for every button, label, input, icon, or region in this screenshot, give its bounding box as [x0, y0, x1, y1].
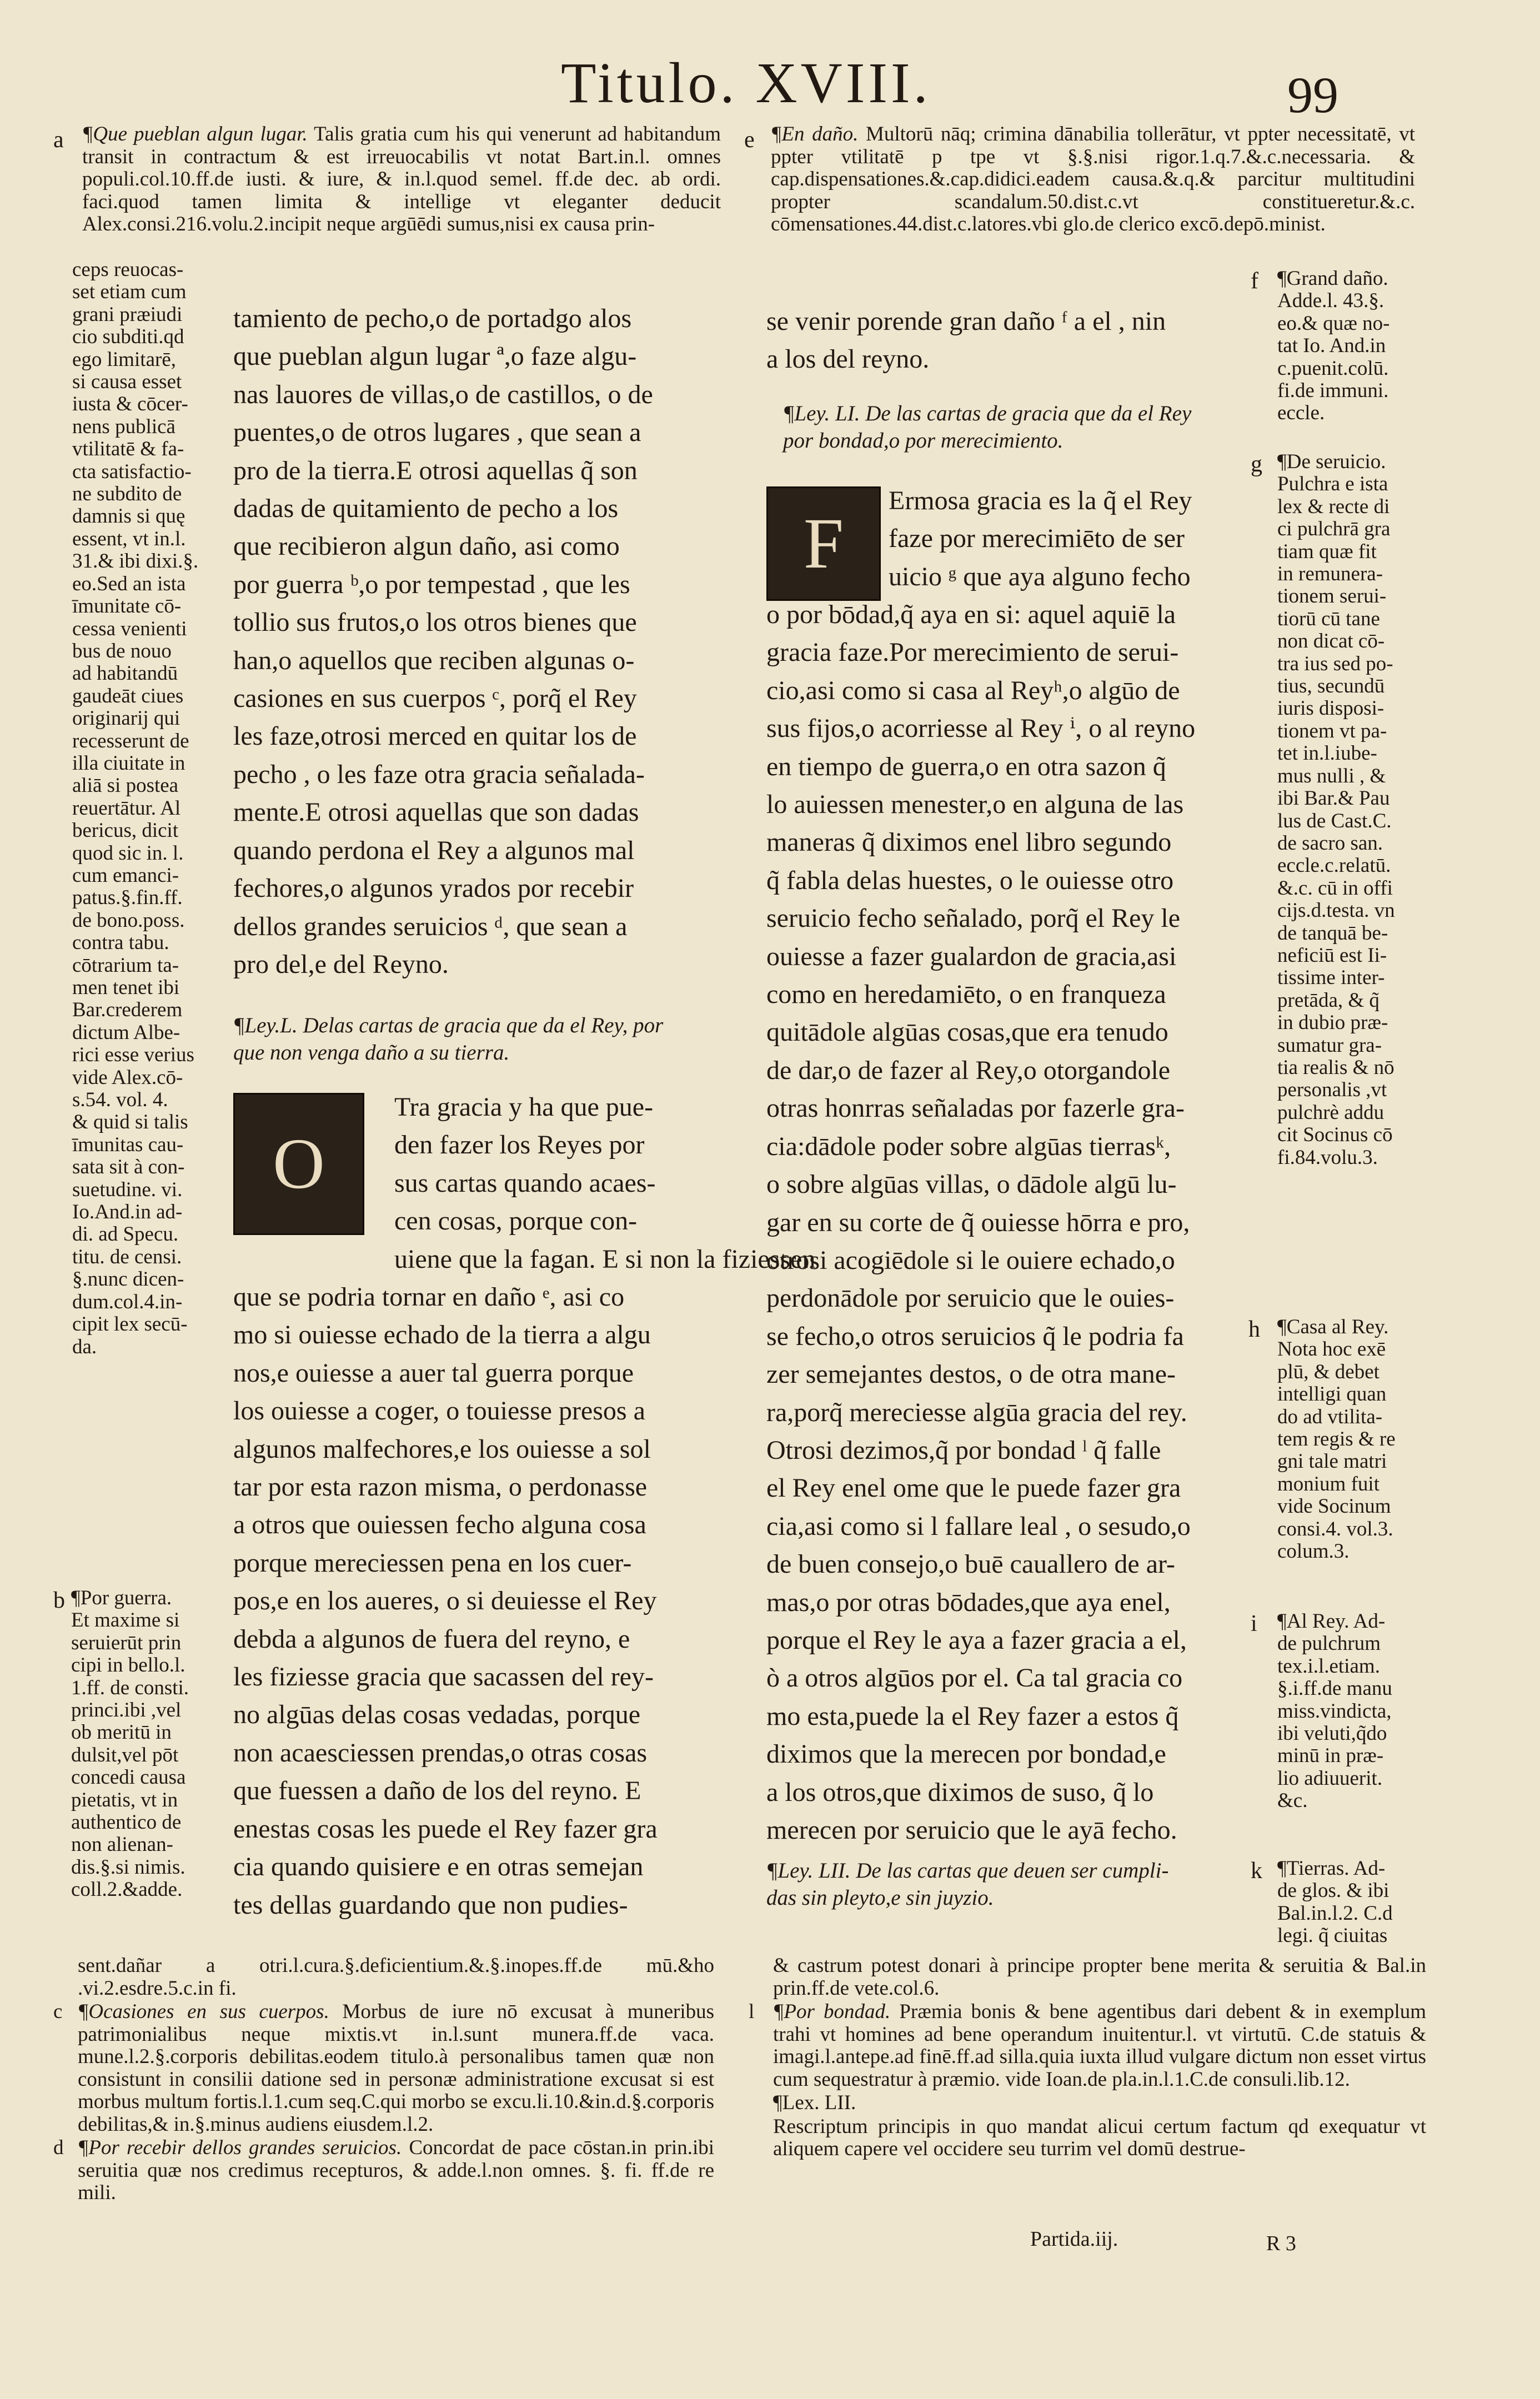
margin-gloss-line: de pulchrum: [1277, 1632, 1381, 1655]
text-line: mo si ouiesse echado de la tierra a algu: [233, 1320, 651, 1350]
margin-gloss-line: sumatur gra-: [1277, 1033, 1382, 1057]
ley-51-text: [766, 596, 1255, 1849]
margin-gloss-line: da.: [72, 1335, 97, 1358]
margin-gloss-line: ego limitarē,: [72, 348, 176, 371]
margin-gloss-line: intelligi quan: [1277, 1383, 1387, 1406]
text-line: gracia faze.Por merecimiento de serui-: [766, 638, 1179, 667]
margin-gloss-line: pulchrè addu: [1277, 1101, 1385, 1124]
margin-gloss-line: dictum Albe-: [72, 1021, 180, 1044]
margin-gloss-line: Nota hoc exē: [1277, 1338, 1386, 1361]
note-marker-b: b: [53, 1588, 65, 1613]
margin-gloss-line: cijs.d.testa. vn: [1277, 899, 1395, 922]
text-line: de dar,o de fazer al Rey,o otorgandole: [766, 1055, 1171, 1085]
text-line: a los del reyno.: [766, 344, 930, 374]
text-line: a otros que ouiessen fecho alguna cosa: [233, 1510, 646, 1540]
text-line: se venir porende gran daño ᶠ a el , nin: [766, 307, 1166, 336]
running-title: Titulo. XVIII.: [561, 51, 931, 115]
text-line: por guerra ᵇ,o por tempestad , que les: [233, 569, 630, 599]
margin-gloss-line: essent, vt in.l.: [72, 527, 186, 550]
note-marker-i: i: [1251, 1611, 1257, 1637]
margin-gloss-line: lus de Cast.C.: [1277, 809, 1392, 832]
margin-gloss-line: c.puenit.colū.: [1277, 357, 1389, 380]
text-line: cia quando quisiere e en otras semejan: [233, 1852, 644, 1882]
margin-gloss-line: dulsit,vel pōt: [71, 1743, 179, 1766]
text-line: Ermosa gracia es la q̃ el Rey: [889, 486, 1192, 515]
margin-gloss-line: in remunera-: [1277, 563, 1383, 586]
margin-gloss-line: titu. de censi.: [72, 1245, 182, 1268]
margin-gloss-line: iuris disposi-: [1277, 697, 1385, 720]
footnote-marker: c: [53, 2000, 63, 2023]
margin-gloss-line: cio subditi.qd: [72, 325, 184, 349]
margin-gloss-line: tiam quæ fit: [1277, 540, 1377, 563]
margin-gloss-line: cit Socinus cō: [1277, 1123, 1393, 1147]
margin-gloss-line: vide Socinum: [1277, 1495, 1391, 1518]
margin-gloss-line: plū, & debet: [1277, 1360, 1380, 1383]
text-line: cia:dādole poder sobre algūas tierrasᵏ,: [766, 1131, 1171, 1161]
margin-gloss-line: non alienan-: [71, 1833, 173, 1856]
rubric-line: das sin pleyto,e sin juyzio.: [766, 1886, 994, 1910]
margin-gloss-line: eo.Sed an ista: [72, 572, 186, 595]
margin-gloss-line: lex & recte di: [1277, 495, 1390, 518]
footnote-heading: ¶Ocasiones en sus cuerpos.: [78, 2000, 329, 2023]
text-line: puentes,o de otros lugares , que sean a: [233, 418, 641, 448]
margin-gloss-line: pietatis, vt in: [71, 1788, 178, 1811]
margin-gloss-line: & quid si talis: [72, 1111, 188, 1134]
margin-gloss-line: nens publicā: [72, 415, 175, 438]
margin-gloss-line: tem regis & re: [1277, 1428, 1396, 1451]
margin-gloss-line: ci pulchrā gra: [1277, 518, 1391, 541]
text-line: uicio ᵍ que aya alguno fecho: [889, 561, 1191, 591]
margin-gloss-line: minū in præ-: [1277, 1744, 1384, 1768]
margin-gloss-line: bus de nouo: [72, 639, 172, 663]
margin-gloss-line: cessa venienti: [72, 617, 187, 640]
margin-gloss-line: in dubio præ-: [1277, 1011, 1388, 1035]
margin-gloss-line: consi.4. vol.3.: [1277, 1517, 1393, 1540]
law-rubric-50: [233, 1012, 722, 1066]
text-line: se fecho,o otros seruicios q̃ le podria fa: [766, 1321, 1184, 1351]
initial-letter: O: [273, 1124, 325, 1204]
gloss-note-h: [1277, 1316, 1427, 1563]
margin-gloss-line: Pulchra e ista: [1277, 473, 1388, 496]
margin-gloss-line: men tenet ibi: [72, 976, 180, 999]
text-line: diximos que la merecen por bondad,e: [766, 1739, 1166, 1769]
margin-gloss-line: ceps reuocas-: [72, 258, 184, 281]
margin-gloss-line: de glos. & ibi: [1277, 1879, 1389, 1903]
margin-gloss-line: tat Io. And.in: [1277, 334, 1386, 358]
margin-gloss-line: tia realis & nō: [1277, 1056, 1394, 1079]
law-rubric-51: [783, 400, 1272, 454]
margin-gloss-line: dis.§.si nimis.: [71, 1855, 185, 1879]
text-line: tes dellas guardando que non pudies-: [233, 1890, 628, 1920]
text-line: fechores,o algunos yrados por recebir: [233, 874, 634, 904]
margin-gloss-line: ¶Tierras. Ad-: [1277, 1857, 1386, 1880]
text-line: quando perdona el Rey a algunos mal: [233, 835, 635, 865]
text-line: tollio sus frutos,o los otros bienes que: [233, 608, 637, 638]
margin-gloss-line: originarij qui: [72, 707, 180, 730]
margin-gloss-line: princi.ibi ,vel: [71, 1699, 182, 1722]
margin-gloss-line: tiorū cū tane: [1277, 607, 1380, 630]
text-line: sus cartas quando acaes-: [394, 1168, 656, 1198]
decorated-initial-o: [233, 1093, 364, 1235]
text-line: no algūas delas cosas vedadas, porque: [233, 1700, 641, 1730]
margin-gloss-line: neficiū est Ii-: [1277, 943, 1387, 967]
text-line: seruicio fecho señalado, porq̃ el Rey le: [766, 904, 1181, 933]
margin-gloss-line: pretāda, & q̃: [1277, 988, 1380, 1012]
text-line: pro de la tierra.E otrosi aquellas q̃ son: [233, 455, 638, 485]
margin-gloss-line: ibi Bar.& Pau: [1277, 787, 1390, 810]
footnote-heading: ¶Por recebir dellos grandes seruicios.: [78, 2136, 402, 2159]
margin-gloss-line: miss.vindicta,: [1277, 1699, 1392, 1723]
text-line: dellos grandes seruicios ᵈ, que sean a: [233, 911, 628, 941]
text-line: faze por merecimiēto de ser: [889, 524, 1185, 554]
margin-gloss-line: si causa esset: [72, 370, 182, 394]
signature-mark: R 3: [1266, 2232, 1296, 2255]
margin-gloss-line: Et maxime si: [71, 1609, 180, 1632]
margin-gloss-line: de bono.poss.: [72, 909, 185, 932]
margin-gloss-line: iusta & cōcer-: [72, 393, 188, 416]
text-line: ò a otros algūos por el. Ca tal gracia co: [766, 1663, 1183, 1693]
margin-gloss-line: recesserunt de: [72, 729, 189, 752]
text-line: que se podria tornar en daño ᵉ, asi co: [233, 1282, 625, 1312]
rubric-line: que non venga daño a su tierra.: [233, 1041, 510, 1065]
margin-gloss-line: ne subdito de: [72, 483, 182, 506]
margin-gloss-line: personalis ,vt: [1277, 1078, 1387, 1102]
text-line: tar por esta razon misma, o perdonasse: [233, 1472, 648, 1502]
note-marker-g: g: [1251, 451, 1262, 477]
text-line: mo esta,puede la el Rey fazer a estos q̃: [766, 1701, 1179, 1731]
bottom-right-notes: [749, 1955, 1426, 2162]
margin-gloss-line: vide Alex.cō-: [72, 1066, 183, 1089]
text-line: ra,porq̃ mereciesse algūa gracia del rey.: [766, 1397, 1187, 1427]
text-line: tamiento de pecho,o de portadgo alos: [233, 304, 632, 333]
text-line: Otrosi dezimos,q̃ por bondad ˡ q̃ falle: [766, 1435, 1161, 1465]
text-line: porque mereciessen pena en los cuer-: [233, 1548, 632, 1578]
margin-gloss-line: ob meritū in: [71, 1721, 172, 1744]
gloss-note-a: [82, 123, 721, 236]
margin-gloss-line: tius, secundū: [1277, 675, 1385, 698]
rubric-line: ¶Ley. LI. De las cartas de gracia que da el Rey: [783, 401, 1192, 425]
note-marker-a: a: [53, 127, 64, 153]
gloss-note-b: [71, 1587, 221, 1901]
text-line: a los otros,que diximos de suso, q̃ lo: [766, 1777, 1154, 1807]
text-line: pro del,e del Reyno.: [233, 949, 449, 979]
margin-gloss-line: tissime inter-: [1277, 966, 1385, 990]
note-marker-k: k: [1251, 1858, 1262, 1884]
initial-letter: F: [803, 504, 844, 584]
gloss-note-k: [1277, 1858, 1427, 1948]
footnote-text: Rescriptum principis in quo mandat alicui certum factum qd exequatur vt aliquem capere vel occidere seu turrim vel domū destrue-: [773, 2115, 1426, 2160]
margin-gloss-line: §.i.ff.de manu: [1277, 1677, 1392, 1700]
footnote: [749, 2092, 1426, 2115]
text-line: porque el Rey le aya a fazer gracia a el,: [766, 1625, 1187, 1655]
text-line: dadas de quitamiento de pecho a los: [233, 494, 619, 524]
margin-gloss-line: quod sic in. l.: [72, 841, 184, 865]
footnote: [53, 2001, 714, 2136]
text-line: otrosi acogiēdole si le ouiere echado,o: [766, 1245, 1175, 1275]
margin-gloss-line: &.c. cū in offi: [1277, 876, 1393, 900]
margin-gloss-line: mus nulli , &: [1277, 764, 1386, 787]
text-line: quitādole algūas cosas,que era tenudo: [766, 1017, 1168, 1047]
text-line: o sobre algūas villas, o dādole algū lu-: [766, 1170, 1177, 1200]
margin-gloss-line: colum.3.: [1277, 1540, 1350, 1563]
margin-gloss-line: legi. q̃ ciuitas: [1277, 1924, 1388, 1948]
margin-gloss-line: grani præiudi: [72, 303, 183, 326]
text-line: nos,e ouiesse a auer tal guerra porque: [233, 1358, 634, 1388]
margin-gloss-line: do ad vtilita-: [1277, 1405, 1383, 1428]
text-line: gar en su corte de q̃ ouiesse hōrra e pro,: [766, 1207, 1190, 1237]
catchword: Partida.iij.: [1030, 2227, 1118, 2251]
text-line: el Rey enel ome que le puede fazer gra: [766, 1473, 1181, 1503]
text-line: uiene que la fagan. E si non la fiziessen: [394, 1244, 816, 1274]
text-line: cia,asi como si l fallare leal , o sesudo,o: [766, 1511, 1191, 1541]
footnote: [53, 1955, 714, 2000]
margin-gloss-line: bericus, dicit: [72, 819, 179, 842]
text-line: pos,e en los aueres, o si deuiesse el Rey: [233, 1586, 657, 1616]
margin-gloss-line: illa ciuitate in: [72, 751, 185, 775]
text-line: debda a algunos de fuera del reyno, e: [233, 1624, 630, 1654]
text-line: otras honrras señaladas por fazerle gra-: [766, 1093, 1185, 1123]
margin-gloss-line: 1.ff. de consti.: [71, 1676, 189, 1699]
law-rubric-52: [766, 1857, 1255, 1911]
margin-gloss-line: ¶Por guerra.: [71, 1587, 172, 1609]
text-line: maneras q̃ diximos enel libro segundo: [766, 827, 1172, 857]
text-line: sus fijos,o acorriesse al Rey ⁱ, o al reyno: [766, 714, 1196, 744]
text-line: lo auiessen menester,o en alguna de las: [766, 790, 1184, 820]
margin-gloss-line: s.54. vol. 4.: [72, 1088, 168, 1112]
text-line: pecho , o les faze otra gracia señalada-: [233, 759, 645, 789]
margin-gloss-line: īmunitate cō-: [72, 595, 182, 618]
footnote: [53, 2137, 714, 2205]
margin-gloss-line: ad habitandū: [72, 662, 178, 685]
text-line: enestas cosas les puede el Rey fazer gra: [233, 1814, 658, 1844]
gloss-heading: ¶En daño.: [771, 123, 859, 145]
main-text-left-column: [233, 300, 722, 983]
gloss-text: Multorū nāq; crimina dānabilia tollerātur, vt ͏ppter necessitatē, vt ͏ppter vtilitatē ͏p tpe vt §.§.nisi rigor.1.q.7.&.c.necessaria. & cap.dispensationes.&.cap.didici.eadem causa.&.q.& parcitur multitudini propter scandalum.50.dist.c.vt constitueretur.&.c. cōmensationes.44.dist.c.latores.vbi glo.de clerico excō.depō.minist.: [771, 123, 1415, 235]
footnote-text: sent.dañar a otri.l.cura.§.deficientium.&.§.inopes.ff.de mū.&ho .vi.2.esdre.5.c.in fi.: [78, 1954, 714, 2000]
bottom-left-notes: [53, 1955, 714, 2206]
margin-gloss-line: di. ad Specu.: [72, 1223, 179, 1246]
text-line: q̃ fabla delas huestes, o le ouiesse otro: [766, 865, 1174, 895]
rubric-line: por bondad,o por merecimiento.: [783, 429, 1064, 453]
text-line: que pueblan algun lugar ª,o faze algu-: [233, 342, 637, 372]
margin-gloss-line: Adde.l. 43.§.: [1277, 289, 1385, 313]
margin-gloss-line: 31.& ibi dixi.§.: [72, 550, 199, 573]
margin-gloss-line: cipit lex secū-: [72, 1313, 188, 1336]
margin-gloss-line: eo.& quæ no-: [1277, 312, 1390, 335]
margin-gloss-line: fi.84.volu.3.: [1277, 1146, 1378, 1169]
gloss-text: Talis gratia cum his qui venerunt ad habitandum transit in contractum & est irreuocabilis vt notat Bart.in.l. omnes populi.col.10.ff.de iusti. & iure, & in.l.quod semel. ff.de dec. ab ordi. faci.quod tamen limita & intellige vt eleganter deducit Alex.consi.216.volu.2.incipit neque argūēdi sumus,nisi ex causa prin-: [82, 123, 721, 235]
ley-50-opening: [394, 1088, 816, 1278]
footnote-text: ¶Lex. LII.: [773, 2091, 856, 2114]
text-line: casiones en sus cuerpos ᶜ, porq̃ el Rey: [233, 684, 637, 714]
text-line: algunos malfechores,e los ouiesse a sol: [233, 1434, 651, 1464]
margin-gloss-line: eccle.: [1277, 401, 1325, 425]
footnote: [749, 2116, 1426, 2161]
margin-gloss-line: lio adiuuerit.: [1277, 1766, 1383, 1790]
margin-gloss-line: authentico de: [71, 1811, 182, 1834]
margin-gloss-line: rici esse verius: [72, 1043, 194, 1067]
margin-gloss-line: seruierūt prin: [71, 1631, 182, 1654]
text-line: zer semejantes destos, o de otra mane-: [766, 1359, 1176, 1389]
footnote-marker: d: [53, 2136, 64, 2159]
note-marker-e: e: [744, 127, 755, 153]
footnote-marker: l: [749, 2000, 755, 2023]
footnote-heading: ¶Por bondad.: [773, 2000, 891, 2023]
margin-gloss-line: sata sit à con-: [72, 1156, 185, 1179]
ley-50-text: [233, 1278, 722, 1924]
text-line: perdonādole por seruicio que le ouies-: [766, 1283, 1175, 1313]
margin-gloss-line: set etiam cum: [72, 280, 187, 304]
margin-gloss-line: dum.col.4.in-: [72, 1290, 183, 1313]
margin-gloss-line: damnis si quę: [72, 505, 185, 528]
margin-gloss-line: cum emanci-: [72, 864, 179, 887]
margin-gloss-line: de tanquā be-: [1277, 921, 1388, 945]
margin-gloss-line: cōtrarium ta-: [72, 953, 179, 977]
text-line: o por bōdad,q̃ aya en si: aquel aquiē la: [766, 600, 1176, 629]
margin-gloss-line: concedi causa: [71, 1766, 186, 1789]
text-line: han,o aquellos que reciben algunas o-: [233, 645, 635, 675]
margin-gloss-line: fi.de immuni.: [1277, 379, 1389, 403]
margin-gloss-line: contra tabu.: [72, 931, 169, 955]
margin-gloss-line: cta satisfactio-: [72, 460, 192, 483]
text-line: cen cosas, porque con-: [394, 1206, 638, 1236]
margin-gloss-line: tionem vt pa-: [1277, 719, 1387, 742]
margin-gloss-line: Bar.crederem: [72, 998, 183, 1022]
margin-gloss-line: tet in.l.iube-: [1277, 742, 1377, 765]
margin-gloss-line: non dicat cō-: [1277, 630, 1385, 653]
margin-gloss-line: vtilitatē & fa-: [72, 438, 184, 461]
margin-gloss-line: coll.2.&adde.: [71, 1878, 183, 1901]
margin-gloss-line: ibi veluti,q̃do: [1277, 1722, 1387, 1745]
ley-51-opening: [889, 482, 1255, 596]
text-line: mente.E otrosi aquellas que son dadas: [233, 797, 639, 827]
margin-gloss-line: gni tale matri: [1277, 1450, 1387, 1473]
text-line: cio,asi como si casa al Reyʰ,o algūo de: [766, 675, 1180, 705]
text-line: que fuessen a daño de los del reyno. E: [233, 1776, 641, 1806]
footnote: [749, 2001, 1426, 2091]
margin-gloss-line: ¶De seruicio.: [1277, 450, 1386, 473]
margin-gloss-line: ¶Grand daño.: [1277, 267, 1388, 290]
footnote-text: & castrum potest donari à principe propter bene merita & seruitia & Bal.in prin.ff.de vete.col.6.: [773, 1954, 1426, 2000]
rubric-line: ¶Ley.L. Delas cartas de gracia que da el Rey, por: [233, 1013, 664, 1037]
margin-gloss-line: tra ius sed po-: [1277, 652, 1393, 675]
decorated-initial-f: [766, 486, 881, 601]
gloss-heading: ¶Que pueblan algun lugar.: [82, 123, 308, 145]
text-line: les faze,otrosi merced en quitar los de: [233, 721, 637, 751]
note-marker-h: h: [1248, 1317, 1260, 1342]
gloss-note-i: [1277, 1610, 1427, 1813]
gloss-note-g: [1277, 451, 1427, 1169]
folio-number: 99: [1287, 67, 1338, 123]
margin-gloss-line: eccle.c.relatū.: [1277, 854, 1391, 877]
gloss-note-e: [771, 123, 1415, 236]
margin-gloss-line: tionem serui-: [1277, 585, 1387, 608]
margin-gloss-line: ¶Al Rey. Ad-: [1277, 1610, 1386, 1633]
margin-gloss-line: monium fuit: [1277, 1472, 1380, 1495]
footnote-text: Concordat de pace cōstan.in prin.ibi seruitia quæ nos credimus recepturos, & adde.l.non omnes. §. fi. ff.de re mili.: [78, 2136, 715, 2204]
margin-gloss-line: tex.i.l.etiam.: [1277, 1654, 1380, 1678]
text-line: les fiziesse gracia que sacassen del rey-: [233, 1662, 654, 1692]
margin-gloss-line: suetudine. vi.: [72, 1178, 183, 1201]
text-line: en tiempo de guerra,o en otra sazon q̃: [766, 751, 1166, 781]
text-line: merecen por seruicio que le ayā fecho.: [766, 1815, 1177, 1845]
text-line: como en heredamiēto, o en franqueza: [766, 980, 1166, 1010]
text-line: den fazer los Reyes por: [394, 1130, 645, 1160]
footnote: [749, 1955, 1426, 2000]
margin-gloss-line: aliā si postea: [72, 774, 179, 797]
text-line: que recibieron algun daño, asi como: [233, 531, 620, 561]
margin-gloss-line: §.nunc dicen-: [72, 1268, 184, 1291]
text-line: mas,o por otras bōdades,que aya enel,: [766, 1587, 1171, 1617]
margin-gloss-line: Io.And.in ad-: [72, 1201, 183, 1224]
margin-gloss-line: īmunitas cau-: [72, 1133, 184, 1156]
text-line: los ouiesse a coger, o touiesse presos a: [233, 1396, 645, 1426]
text-line: non acaesciessen prendas,o otras cosas: [233, 1738, 648, 1768]
margin-gloss-line: &c.: [1277, 1789, 1308, 1813]
text-line: nas lauores de villas,o de castillos, o de: [233, 379, 653, 409]
footnote-text: Præmia bonis & bene agentibus dari debent & in exemplum trahi vt homines ad bene operandum inuitentur.l. vt virtutū. C.de statuis & imagi.l.antepe.ad finē.ff.ad silla.quia iuxta illud vulgare dictum non esset virtus cum sequestratur à præmio. vide Ioan.de pla.in.l.1.C.de consuli.lib.12.: [773, 2000, 1427, 2091]
margin-gloss-line: reuertātur. Al: [72, 796, 181, 820]
margin-gloss-line: gaudeāt ciues: [72, 684, 184, 707]
rubric-line: ¶Ley. LII. De las cartas que deuen ser cumpli-: [766, 1859, 1169, 1883]
margin-gloss-line: Bal.in.l.2. C.d: [1277, 1901, 1393, 1925]
margin-gloss-line: patus.§.fin.ff.: [72, 886, 183, 910]
gloss-note-f: [1277, 268, 1427, 425]
main-text-right-column: [766, 303, 1255, 379]
margin-gloss-line: de sacro san.: [1277, 831, 1383, 855]
note-marker-f: f: [1251, 268, 1258, 294]
margin-gloss-line: ¶Casa al Rey.: [1277, 1316, 1389, 1338]
text-line: de buen consejo,o buē cauallero de ar-: [766, 1549, 1176, 1579]
footnote-text: Morbus de iure nō excusat à muneribus patrimonialibus neque mixtis.vt in.l.sunt munera.ff.de vaca. mune.l.2.§.corporis debilitas.eodem titulo.à personalibus tamen quæ non consistunt in consilii datione sed in personæ administratione excusat si est morbus multum fortis.l.1.cum seq.C.qui morbo se excu.li.10.&in.d.§.corporis debilitas,& in.§.minus audiens eiusdem.l.2.: [78, 2000, 715, 2136]
text-line: Tra gracia y ha que pue-: [394, 1092, 654, 1122]
text-line: ouiesse a fazer gualardon de gracia,asi: [766, 941, 1177, 971]
left-margin-gloss: [72, 259, 217, 1358]
margin-gloss-line: cipi in bello.l.: [71, 1654, 185, 1677]
